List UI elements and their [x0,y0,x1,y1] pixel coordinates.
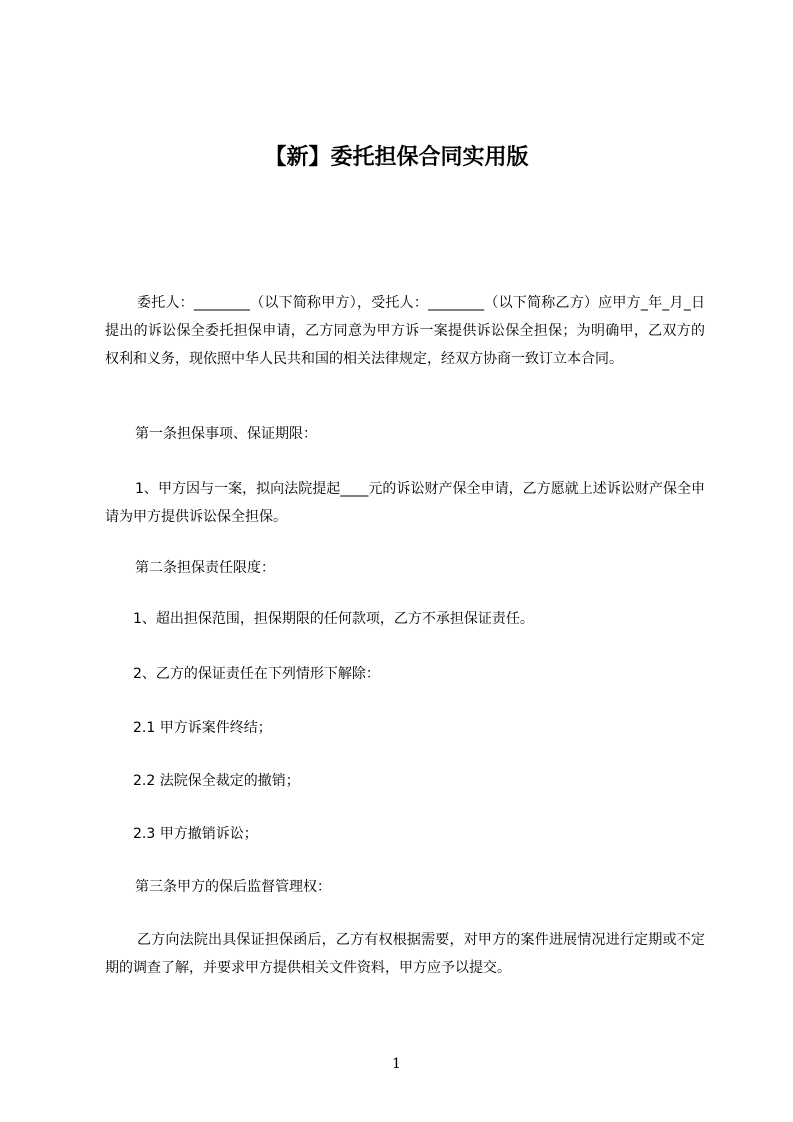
article2-item2: 2、乙方的保证责任在下列情形下解除： [133,666,380,682]
article2-item2-1: 2.1 甲方诉案件终结； [133,720,272,736]
article2-item2-2: 2.2 法院保全裁定的撤销； [133,773,300,789]
article2-item2-3: 2.3 甲方撤销诉讼； [133,826,258,842]
document-title: 【新】委托担保合同实用版 [264,145,529,170]
intro-paragraph: 委托人：________（以下简称甲方），受托人：________（以下简称乙方）应甲方_年_月_日提出的诉讼保全委托担保申请，乙方同意为甲方诉一案提供诉讼保全担保；为明确甲，乙双方的权利和义务，现依照中华人民共和国的相关法律规定，经双方协商一致订立本合同。 [105,295,705,367]
page-number: 1 [392,1056,401,1072]
article3-heading: 第三条甲方的保后监督管理权： [135,879,331,895]
article3-body: 乙方向法院出具保证担保函后，乙方有权根据需要，对甲方的案件进展情况进行定期或不定期的调查了解，并要求甲方提供相关文件资料，甲方应予以提交。 [105,932,705,976]
article1-heading: 第一条担保事项、保证期限： [135,426,317,442]
article2-heading: 第二条担保责任限度： [135,560,275,576]
article2-item1: 1、超出担保范围，担保期限的任何款项，乙方不承担保证责任。 [133,611,534,627]
article1-item1: 1、甲方因与一案，拟向法院提起____元的诉讼财产保全申请，乙方愿就上述诉讼财产保全申请为甲方提供诉讼保全担保。 [105,481,705,525]
